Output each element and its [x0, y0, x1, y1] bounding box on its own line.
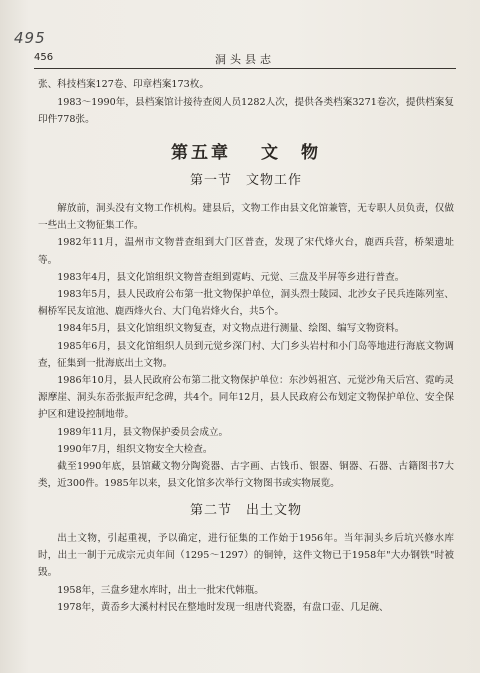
- intro-paragraph: 张、科技档案127卷、印章档案173枚。: [38, 79, 209, 90]
- paragraph: 1984年5月，县文化馆组织文物复查，对文物点进行测量、绘图、编写文物资料。: [57, 323, 405, 335]
- paragraph: 解放前，洞头没有文物工作机构。建县后，文物工作由县文化馆兼管，无专职人员负责，仅做一些出土文物征集工作。: [38, 202, 454, 232]
- paragraph: 1990年7月，组织文物安全大检查。: [57, 443, 213, 455]
- chapter-number: 第五章: [171, 142, 231, 163]
- paragraph: 1983年5月，县人民政府公布第一批文物保护单位，洞头烈士陵园、北沙女子民兵连陈列室、桐桥军民友谊池、鹿西烽火台、大门龟岩烽火台，共5个。: [38, 288, 454, 318]
- section-number: 第一节: [189, 173, 232, 189]
- running-title: 洞头县志: [215, 53, 275, 66]
- paragraph: 出土文物，引起重视，予以确定，进行征集的工作始于1956年。当年洞头乡后坑兴修水库时，出土一制于元成宗元贞年间（1295～1297）的铜钟，这件文物已于1958年"大办钢铁"时被毁。: [38, 533, 454, 579]
- paragraph: 1986年10月，县人民政府公布第二批文物保护单位：东沙妈祖宫、元觉沙角天后宫、霓屿灵源摩崖、洞头东岙张振声纪念碑，共4个。同年12月，县人民政府公布划定文物保护单位、安全保护区和建设控制地带。: [38, 375, 454, 421]
- page-number: 456: [34, 52, 54, 63]
- chapter-heading: [38, 142, 454, 163]
- page-header: [34, 50, 456, 69]
- intro-paragraph: 1983～1990年，县档案馆计接待查阅人员1282人次，提供各类档案3271卷次，提供档案复印件778张。: [38, 96, 454, 126]
- paragraph: 1958年，三盘乡建水库时，出土一批宋代韩瓶。: [57, 584, 264, 596]
- paragraph: 1982年11月，温州市文物普查组到大门区普查，发现了宋代烽火台，鹿西兵营，桥架遗址等。: [38, 237, 454, 266]
- paragraph: 1989年11月，县文物保护委员会成立。: [57, 426, 229, 438]
- handwritten-page-number: 495: [14, 29, 46, 47]
- chapter-title: 文 物: [261, 142, 321, 163]
- paragraph: 1985年6月，县文化馆组织人员到元觉乡深门村、大门乡头岩村和小门岛等地进行海底文物调查，征集到一批海底出土文物。: [38, 340, 454, 369]
- section-title: 出土文物: [246, 503, 303, 519]
- section-heading: [38, 172, 454, 190]
- page-body: [38, 76, 454, 616]
- section-title: 文物工作: [246, 173, 303, 189]
- paragraph: 截至1990年底，县馆藏文物分陶瓷器、古字画、古钱币、银器、铜器、石器、古籍图书7大类，近300件。1985年以来，县文化馆多次举行文物图书或实物展览。: [38, 461, 454, 490]
- paragraph: 1978年，黄岙乡大溪村村民在整地时发现一组唐代瓷器，有盘口壶、几足碗、: [57, 601, 389, 613]
- section-heading: [38, 502, 454, 520]
- section-number: 第二节: [189, 503, 232, 519]
- paragraph: 1983年4月，县文化馆组织文物普查组到霓屿、元觉、三盘及半屏等乡进行普查。: [57, 271, 405, 283]
